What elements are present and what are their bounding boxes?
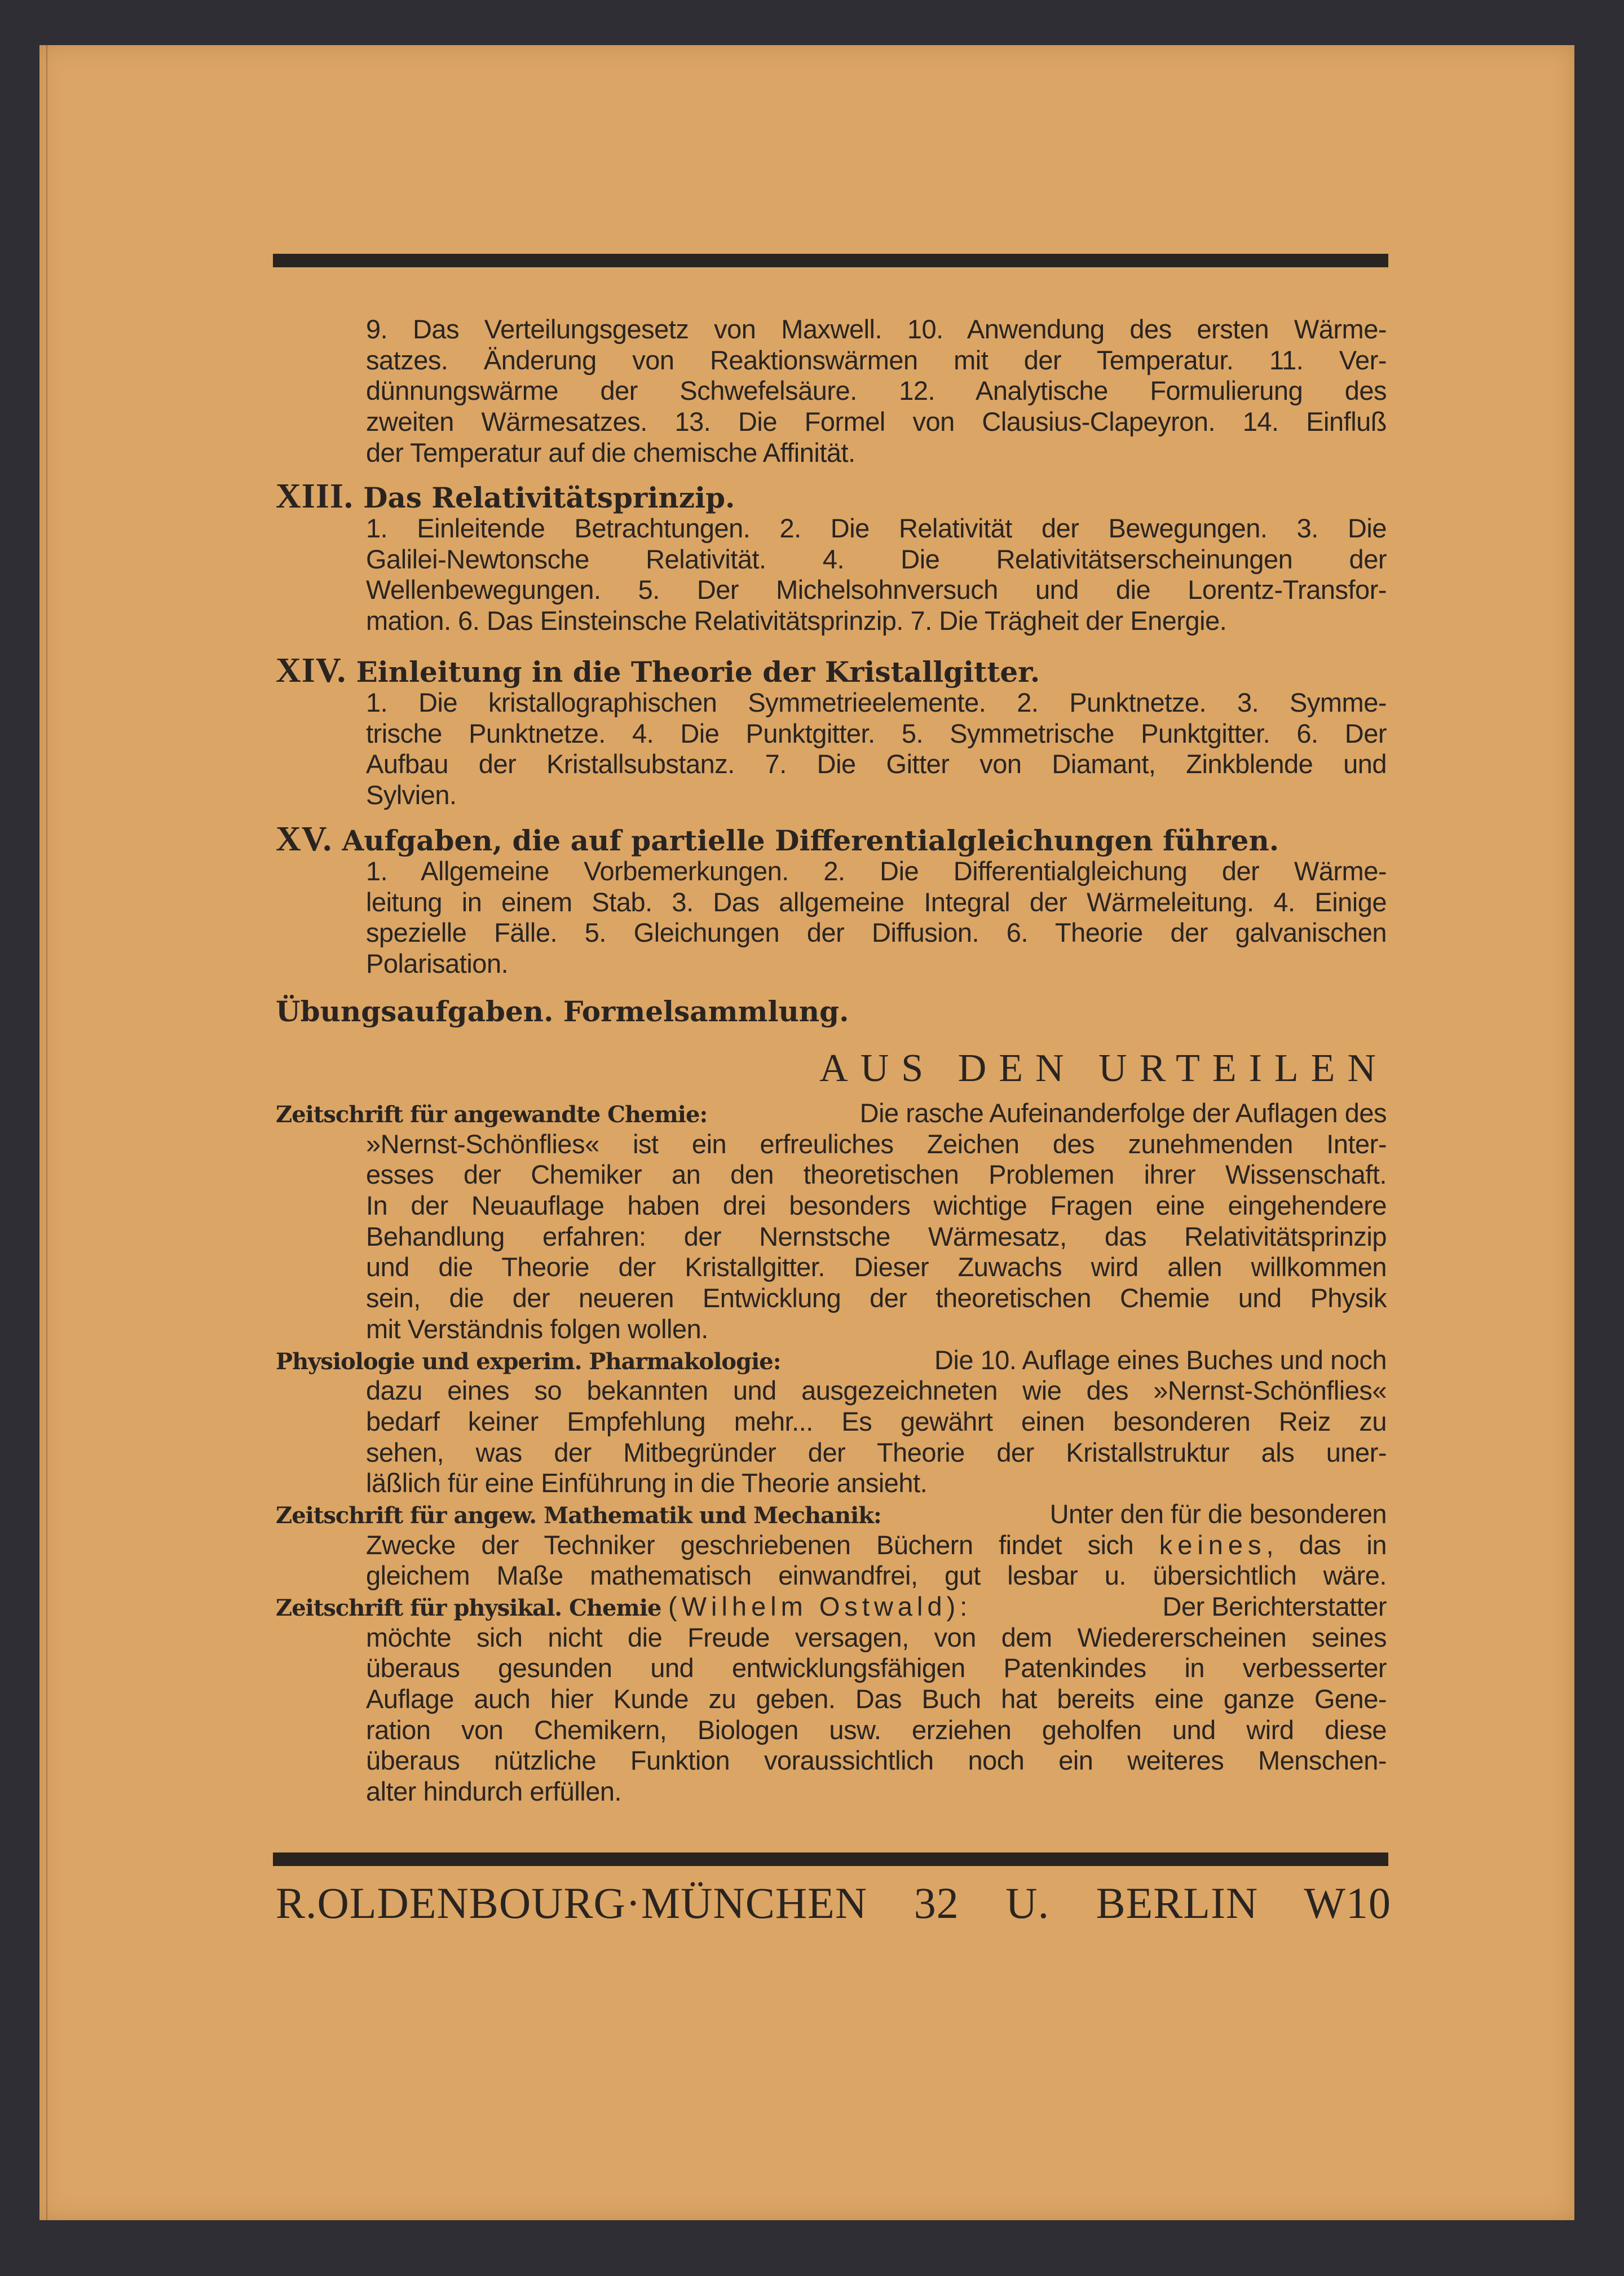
review-source: Zeitschrift für physikal. Chemie [276, 1595, 661, 1621]
review-text: Unter den für die besonderen [1049, 1498, 1387, 1529]
review-source-wrap [276, 1591, 972, 1622]
text-line: Sylvien. [366, 780, 457, 810]
text-line: und die Theorie der Kristallgitter. Dieser Zuwachs wird allen willkommen [366, 1252, 1387, 1282]
text-line: esses der Chemiker an den theoretischen Problemen ihrer Wissenschaft. [366, 1159, 1387, 1190]
reviews-heading: AUS DEN URTEILEN [819, 1047, 1388, 1090]
text-line: dünnungswärme der Schwefelsäure. 12. Analytische Formulierung des [366, 376, 1387, 406]
section-heading [276, 479, 1387, 513]
text-line: überaus gesunden und entwicklungsfähigen Patenkindes in verbesserter [366, 1653, 1387, 1683]
review-first-line [276, 1499, 1387, 1530]
text-line: Polarisation. [366, 949, 509, 979]
review-source-wrap [276, 1345, 780, 1376]
section-xiii [276, 479, 1387, 637]
text-line: zweiten Wärmesatzes. 13. Die Formel von Clausius-Clapeyron. 14. Einfluß [366, 407, 1387, 437]
text-line: ration von Chemikern, Biologen usw. erziehen geholfen und wird diese [366, 1714, 1387, 1745]
review-first-line [276, 1591, 1387, 1622]
text-line: 1. Allgemeine Vorbemerkungen. 2. Die Differentialgleichung der Wärme- [366, 856, 1387, 886]
top-rule [273, 254, 1388, 267]
text-line: bedarf keiner Empfehlung mehr... Es gewährt einen besonderen Reiz zu [366, 1406, 1387, 1436]
review-source-wrap [276, 1499, 881, 1530]
text-line: leitung in einem Stab. 3. Das allgemeine Integral der Wärmeleitung. 4. Einige [366, 886, 1387, 917]
review-text: Die rasche Aufeinanderfolge der Auflagen des [859, 1098, 1387, 1128]
section-heading [276, 651, 1387, 690]
text-line: trische Punktnetze. 4. Die Punktgitter. 5. Symmetrische Punktgitter. 6. Der [366, 718, 1387, 748]
section-title: Aufgaben, die auf partielle Differentialgleichungen führen. [342, 824, 1279, 857]
text-line: sein, die der neueren Entwicklung der theoretischen Chemie und Physik [366, 1283, 1387, 1313]
text-line: 9. Das Verteilungsgesetz von Maxwell. 10. Anwendung des ersten Wärme- [366, 314, 1387, 344]
text-line: spezielle Fälle. 5. Gleichungen der Diffusion. 6. Theorie der galvanischen [366, 918, 1387, 948]
bottom-rule [273, 1852, 1388, 1866]
review-source-wrap [276, 1098, 707, 1129]
text-line: Behandlung erfahren: der Nernstsche Wärmesatz, das Relativitätsprinzip [366, 1221, 1387, 1251]
section-title: Das Relativitätsprinzip. [363, 481, 735, 514]
reviews [276, 1098, 1387, 1807]
text-line: satzes. Änderung von Reaktionswärmen mit der Temperatur. 11. Ver- [366, 345, 1387, 375]
section-xv [276, 822, 1387, 980]
text-line: Galilei-Newtonsche Relativität. 4. Die Relativitätserscheinungen der [366, 544, 1387, 574]
review-text: Die 10. Auflage eines Buches und noch [934, 1344, 1387, 1375]
document-page [39, 45, 1574, 2220]
text-line: mit Verständnis folgen wollen. [366, 1313, 708, 1344]
review-source: Zeitschrift für angew. Mathematik und Mechanik: [276, 1502, 881, 1529]
section-heading [276, 822, 1387, 856]
text-line: überaus nützliche Funktion voraussichtlich noch ein weiteres Menschen- [366, 1745, 1387, 1776]
section-number: XIII. [276, 477, 354, 515]
text-line: alter hindurch erfüllen. [366, 1776, 622, 1807]
text-line: Aufbau der Kristallsubstanz. 7. Die Gitter von Diamant, Zinkblende und [366, 749, 1387, 779]
text-line: 1. Einleitende Betrachtungen. 2. Die Relativität der Bewegungen. 3. Die [366, 513, 1387, 543]
text-line: Wellenbewegungen. 5. Der Michelsohnversuch und die Lorentz-Transfor- [366, 575, 1387, 605]
review-first-line [276, 1098, 1387, 1129]
section-title: Einleitung in die Theorie der Kristallgitter. [356, 655, 1040, 689]
review-author: (Wilhelm Ostwald): [668, 1591, 972, 1621]
text-line: läßlich für eine Einführung in die Theorie ansieht. [366, 1468, 928, 1498]
text-line: Zwecke der Techniker geschriebenen Büchern findet sich keines, das in [366, 1529, 1387, 1560]
section-number: XV. [276, 820, 333, 858]
review-first-line [276, 1345, 1387, 1376]
publisher-footer: R.OLDENBOURG·MÜNCHEN 32 U. BERLIN W10 [276, 1878, 1391, 1927]
intro-paragraph [276, 314, 1387, 468]
section-number: XIV. [276, 651, 347, 690]
emphasized-word: keines [1159, 1529, 1266, 1560]
text-line: 1. Die kristallographischen Symmetrieelemente. 2. Punktnetze. 3. Symme- [366, 687, 1387, 717]
text-line: gleichem Maße mathematisch einwandfrei, gut lesbar u. übersichtlich wäre. [366, 1560, 1387, 1591]
text-line: Auflage auch hier Kunde zu geben. Das Buch hat bereits eine ganze Gene- [366, 1684, 1387, 1714]
text-line: mation. 6. Das Einsteinsche Relativitätsprinzip. 7. Die Trägheit der Energie. [366, 606, 1227, 636]
appendix-heading: Übungsaufgaben. Formelsammlung. [276, 995, 849, 1028]
section-xiv [276, 651, 1387, 811]
text-line: sehen, was der Mitbegründer der Theorie der Kristallstruktur als uner- [366, 1437, 1387, 1467]
text-line: möchte sich nicht die Freude versagen, von dem Wiedererscheinen seines [366, 1622, 1387, 1652]
review-source: Physiologie und experim. Pharmakologie: [276, 1348, 781, 1375]
text-line: »Nernst-Schönflies« ist ein erfreuliches Zeichen des zunehmenden Inter- [366, 1128, 1387, 1159]
text-line: dazu eines so bekannten und ausgezeichneten wie des »Nernst-Schönflies« [366, 1375, 1387, 1406]
review-source: Zeitschrift für angewandte Chemie: [276, 1101, 708, 1128]
text-line: der Temperatur auf die chemische Affinität. [366, 437, 855, 467]
review-text: Der Berichterstatter [1162, 1591, 1387, 1621]
text-line: In der Neuauflage haben drei besonders wichtige Fragen eine eingehendere [366, 1190, 1387, 1221]
